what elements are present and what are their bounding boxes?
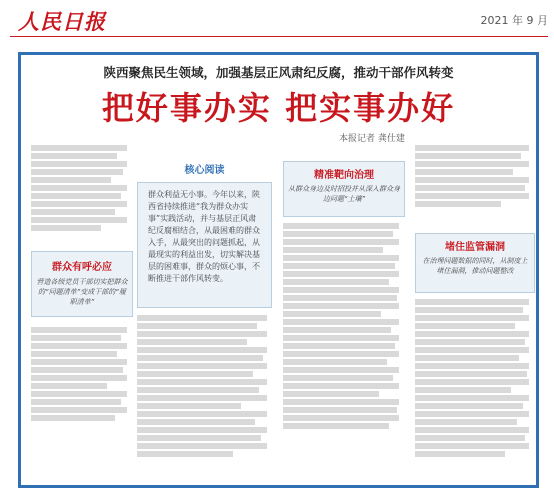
subhead-deck: 营造各级党员干部切实把群众的“问题清单”变成干部的“履职清单”: [36, 278, 128, 306]
issue-date: 2021 年 9 月: [480, 14, 548, 27]
newspaper-logo: 人民日报: [18, 9, 106, 34]
subhead-title: 群众有呼必应: [52, 262, 112, 273]
body-column-mid-right: [283, 221, 403, 473]
body-column-mid-left: [137, 313, 272, 473]
core-reading-body: 群众利益无小事。今年以来，陕西省持续推进“我为群众办实事”实践活动，并与基层正风肃纪反腐相结合，从最困难的群众入手，从最突出的问题抓起，从最现实的利益出发，切实解决基层的困难事，群众的烦心事，不断推进干部作风转变。: [137, 182, 272, 308]
subhead-box-2: [283, 161, 405, 217]
core-reading-box: [137, 161, 272, 309]
subhead-box-3: [415, 233, 535, 293]
article-kicker: 陕西聚焦民生领域，加强基层正风肃纪反腐，推动干部作风转变: [103, 65, 454, 80]
subhead-title: 精准靶向治理: [314, 170, 374, 181]
subhead-box-1: [31, 251, 133, 317]
body-column-right-bottom: [415, 297, 533, 473]
masthead-rule: [10, 36, 548, 37]
article-byline: 本报记者 龚仕建: [339, 134, 405, 144]
newspaper-masthead: [0, 0, 554, 40]
article-headline: 把好事办实 把实事办好: [101, 89, 456, 127]
body-column-right-top: [415, 143, 533, 233]
article-frame: [18, 52, 539, 488]
core-reading-title: 核心阅读: [184, 165, 225, 176]
subhead-title: 堵住监管漏洞: [445, 242, 505, 253]
subhead-deck: 从群众身边及时招投并从深入群众身边问题“土壤”: [288, 185, 400, 203]
subhead-deck: 在治理问题数据的同时，从制度上堵住漏洞，推动问题整改: [422, 257, 528, 275]
